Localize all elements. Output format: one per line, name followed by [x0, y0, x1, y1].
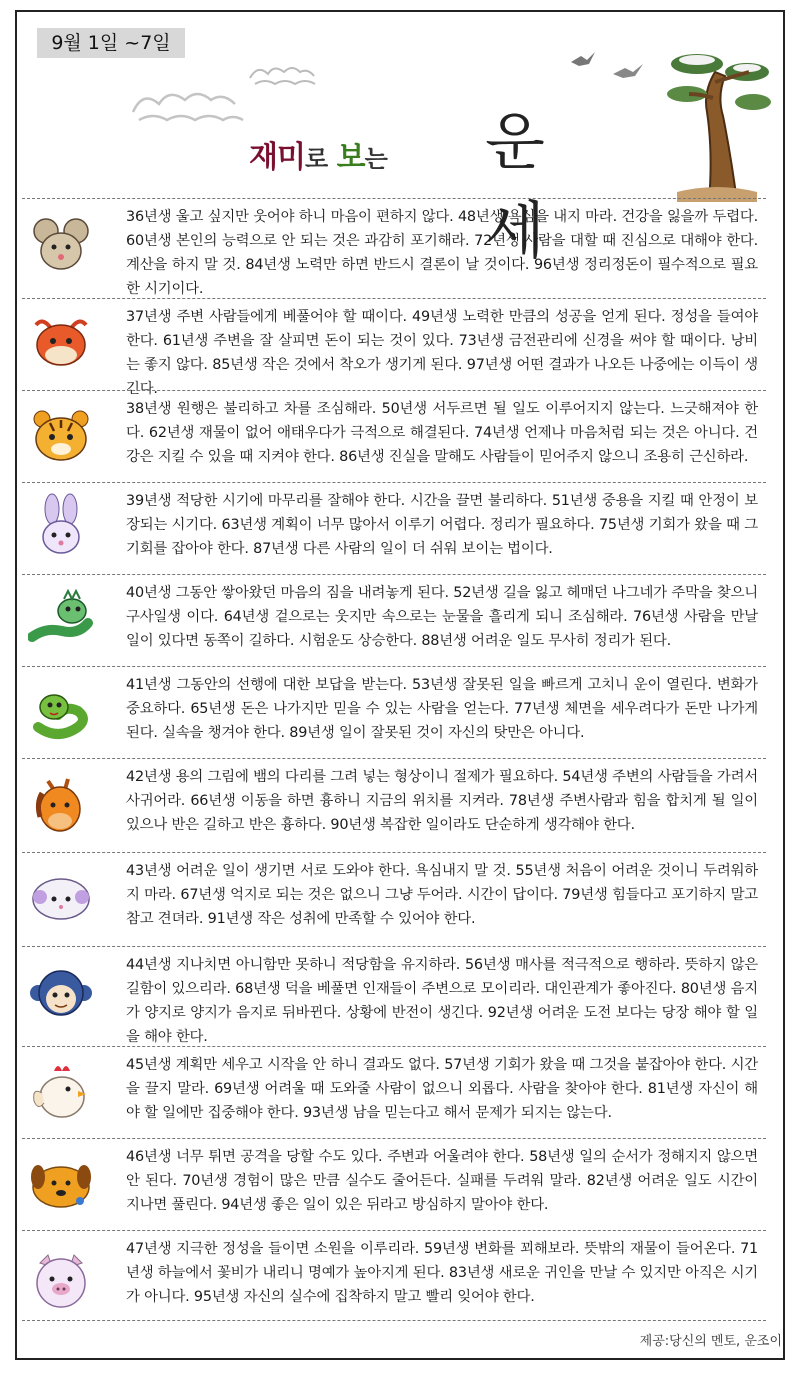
rabbit-icon — [28, 493, 94, 559]
list-item — [22, 298, 766, 397]
title-fortune: 운세 — [485, 105, 544, 267]
source-credit: 제공:당신의 멘토, 운조이 — [639, 1334, 782, 1349]
monkey-icon — [28, 963, 94, 1029]
horoscope-text: 47년생 지극한 정성을 들이면 소원을 이루리라. 59년생 변화를 꾀해보라. 뜻밖의 재물이 들어온다. 71년생 하늘에서 꽃비가 내리니 명예가 높아지게 된다. 83년생 새로운 귀인을 만날 수 있지만 아직은 시기가 아니다. 95년생 자신의 실수에 집착하지 말고 빨리 잊어야 한다. — [126, 1241, 758, 1305]
date-range-tag: 9월 1일 ~7일 — [37, 28, 185, 58]
horoscope-text: 46년생 너무 튀면 공격을 당할 수도 있다. 주변과 어울려야 한다. 58년생 일의 순서가 정해지지 않으면 안 된다. 70년생 경험이 많은 만큼 실수도 줄어든다. 실패를 두려워 말라. 82년생 어려운 일도 시간이 지나면 풀린다. 94년생 좋은 일이 있은 뒤라고 방심하지 말아야 한다. — [126, 1149, 758, 1213]
list-item — [22, 1230, 766, 1326]
list-item — [22, 946, 766, 1046]
dragon-icon — [28, 589, 94, 655]
horoscope-text: 39년생 적당한 시기에 마무리를 잘해야 한다. 시간을 끌면 불리하다. 51년생 중용을 지킬 때 안정이 보장되는 시기다. 63년생 계획이 너무 많아서 이루기 어렵다. 정리가 필요하다. 75년생 기회가 왔을 때 그 기회를 잡아야 한다. 87년생 다른 사람의 일이 더 쉬워 보이는 법이다. — [126, 493, 758, 557]
title-part-fun: 재미 — [249, 140, 305, 175]
page-title — [249, 105, 544, 267]
cloud-icon — [125, 84, 255, 128]
list-item — [22, 758, 766, 852]
list-item — [22, 390, 766, 482]
horoscope-text: 45년생 계획만 세우고 시작을 안 하니 결과도 없다. 57년생 기회가 왔을 때 그것을 붙잡아야 한다. 시간을 끌지 말라. 69년생 어려울 때 도와줄 사람이 없으니 외롭다. 사람을 찾아야 한다. 81년생 자신이 해야 할 일에만 집중해야 한다. 93년생 남을 믿는다고 해서 문제가 되지는 않는다. — [126, 1057, 758, 1121]
horoscope-list — [22, 198, 766, 1326]
rooster-icon — [28, 1059, 94, 1125]
horoscope-text: 37년생 주변 사람들에게 베풀어야 할 때이다. 49년생 노력한 만큼의 성공을 얻게 된다. 정성을 들여야 한다. 61년생 주변을 잘 살피면 돈이 되는 것이 있다. 73년생 금전관리에 신경을 써야 할 때이다. 낭비는 좋지 않다. 85년생 작은 것에서 착오가 생기게 된다. 97년생 어떤 결과가 나오든 나중에는 이득이 생긴다. — [126, 309, 758, 397]
sheep-icon — [28, 867, 94, 933]
pine-tree-icon — [657, 42, 777, 202]
horse-icon — [28, 773, 94, 839]
dog-icon — [28, 1151, 94, 1217]
ox-icon — [28, 311, 94, 377]
list-item — [22, 666, 766, 758]
title-part-ro: 로 — [304, 145, 328, 173]
horoscope-text: 36년생 울고 싶지만 웃어야 하니 마음이 편하지 않다. 48년생 욕심을 내지 마라. 건강을 잃을까 두렵다. 60년생 본인의 능력으로 안 되는 것은 과감히 포기해라. 72년생 사람을 대할 때 진심으로 대해야 한다. 계산을 하지 말 것. 84년생 노력만 하면 반드시 결론이 날 것이다. 96년생 정리정돈이 필수적으로 필요한 시기이다. — [126, 209, 758, 297]
list-item — [22, 852, 766, 946]
horoscope-text: 38년생 원행은 불리하고 차를 조심해라. 50년생 서두르면 될 일도 이루어지지 않는다. 느긋해져야 한다. 62년생 재물이 없어 애태우다가 극적으로 해결된다. 74년생 언제나 마음처럼 되는 것은 아니다. 건강은 지킬 수 있을 때 지켜야 한다. 86년생 진실을 말해도 사람들이 믿어주지 않으니 조용히 근신하라. — [126, 401, 758, 465]
list-item — [22, 1138, 766, 1230]
horoscope-text: 43년생 어려운 일이 생기면 서로 도와야 한다. 욕심내지 말 것. 55년생 처음이 어려운 것이니 두려워하지 마라. 67년생 억지로 되는 것은 없으니 그냥 두어라. 시간이 답이다. 79년생 힘들다고 포기하지 말고 참고 견뎌라. 91년생 작은 성취에 만족할 수 있어야 한다. — [126, 863, 758, 927]
cloud-icon — [245, 60, 325, 88]
title-part-see: 보 — [336, 140, 365, 175]
horoscope-text: 44년생 지나치면 아니함만 못하니 적당함을 유지하라. 56년생 매사를 적극적으로 행하라. 뜻하지 않은 길함이 있으리라. 68년생 덕을 베풀면 인재들이 주변으로 모이리라. 대인관계가 좋아진다. 80년생 음지가 양지로 양지가 음지로 뒤바뀐다. 상황에 반전이 생긴다. 92년생 어려운 도전 보다는 당장 해야 할 일을 해야 한다. — [126, 957, 758, 1045]
pig-icon — [28, 1247, 94, 1313]
divider — [22, 1320, 766, 1321]
horoscope-text: 40년생 그동안 쌓아왔던 마음의 짐을 내려놓게 된다. 52년생 길을 잃고 헤매던 나그네가 주막을 찾으니 구사일생 이다. 64년생 겉으로는 웃지만 속으로는 눈물을 흘리게 되니 조심해라. 76년생 사람을 만날 일이 있다면 동쪽이 길하다. 시험운도 상승한다. 88년생 어려운 일도 무사히 정리가 된다. — [126, 585, 758, 649]
list-item — [22, 198, 766, 298]
list-item — [22, 574, 766, 666]
horoscope-text: 41년생 그동안의 선행에 대한 보답을 받는다. 53년생 잘못된 일을 빠르게 고치니 운이 열린다. 변화가 중요하다. 65년생 돈은 나가지만 믿을 수 있는 사람을 얻는다. 77년생 체면을 세우려다가 돈만 나가게 된다. 실속을 챙겨야 한다. 89년생 일이 잘못된 것이 자신의 탓만은 아니다. — [126, 677, 758, 741]
title-part-neun: 는 — [364, 145, 387, 173]
snake-icon — [28, 679, 94, 745]
birds-icon — [567, 48, 657, 88]
rat-icon — [28, 213, 94, 279]
list-item — [22, 482, 766, 574]
tiger-icon — [28, 403, 94, 469]
list-item — [22, 1046, 766, 1138]
horoscope-text: 42년생 용의 그림에 뱀의 다리를 그려 넣는 형상이니 절제가 필요하다. 54년생 주변의 사람들을 가려서 사귀어라. 66년생 이동을 하면 흉하니 지금의 위치를 지켜라. 78년생 주변사람과 힘을 합치게 될 일이 있으나 반은 길하고 반은 흉하다. 90년생 복잡한 일이라도 단순하게 생각해야 한다. — [126, 769, 758, 833]
